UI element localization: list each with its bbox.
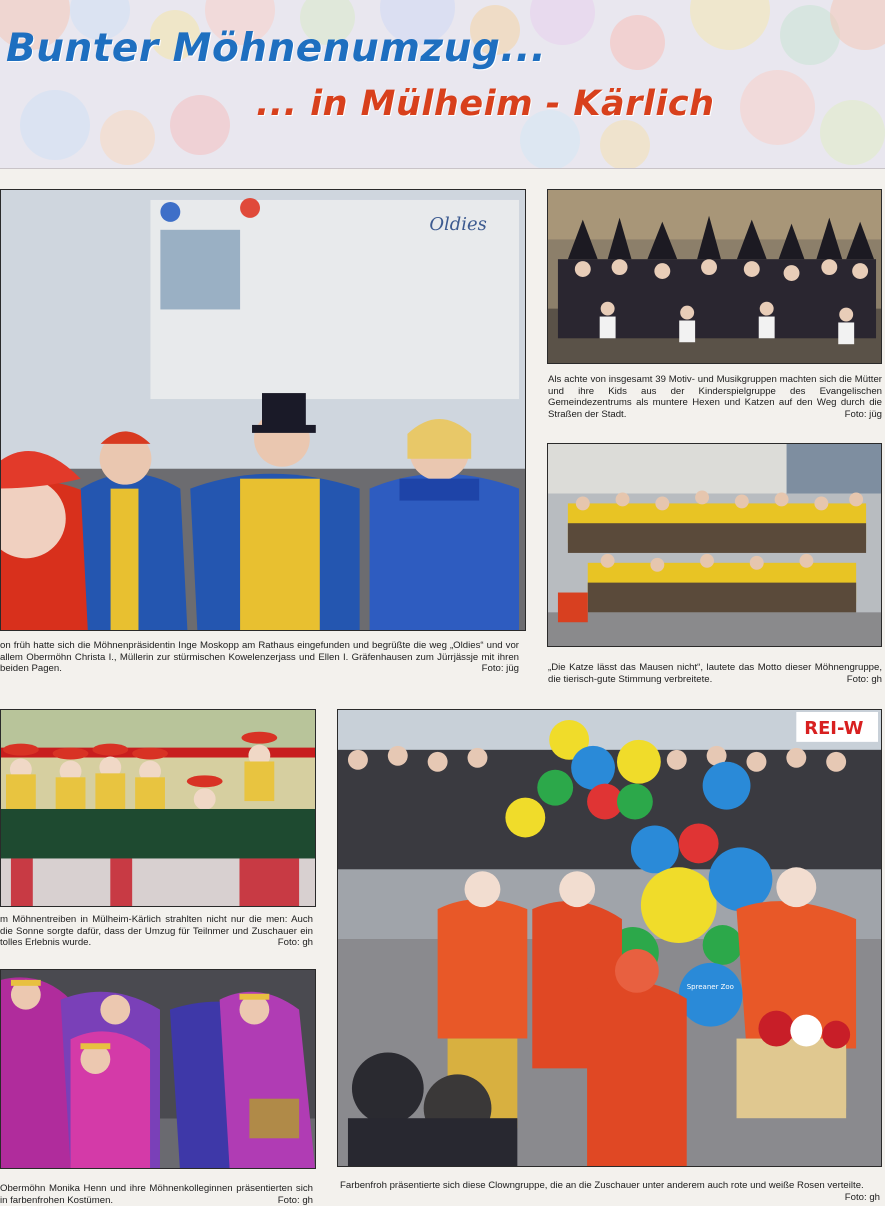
caption-main-text: on früh hatte sich die Möhnenpräsidentin Inge Moskopp am Rathaus eingefunden und begrüßte die weg „Oldies“ und vor allem Obermöhn Christa I., Müllerin zur stürmischen Kowelenzerjass und Ellen I. Gräfenhausen zum Jürrjässje mit ihren beiden Pagen. [0,640,519,675]
oldies-vehicle-text: Oldies [429,213,487,235]
caption-clowns-text: Farbenfroh präsentierte sich diese Clowngruppe, die an die Zuschauer unter anderem auch rote und weiße Rosen verteilte. [340,1180,864,1191]
caption-witches [548,374,882,420]
caption-cats [548,662,882,685]
header-banner [0,0,885,169]
photo-moehnen-praesidentin [0,189,526,631]
caption-obermoehn-text: Obermöhn Monika Henn und ihre Möhnenkolleginnen präsentierten sich in farbenfrohen Kostümen. [0,1183,313,1206]
photo-hexen-katzen [547,189,882,364]
shop-sign-text: REI-W [804,717,864,739]
headline-line-2: ... in Mülheim - Kärlich [256,84,715,124]
photo-katzen-gruppe [547,443,882,647]
caption-cats-text: „Die Katze lässt das Mausen nicht“, lautete das Motto dieser Möhnengruppe, die tierisch-gute Stimmung verbreitete. [548,662,882,685]
caption-witches-text: Als achte von insgesamt 39 Motiv- und Musikgruppen machten sich die Mütter und ihre Kids aus der Kinderspielgruppe des Evangelischen Gemeindezentrums als muntere Hexen und Katzen auf den Weg durch die Straßen der Stadt. [548,374,882,420]
caption-witches-credit: Foto: jüg [844,408,882,420]
caption-main-credit: Foto: jüg [481,663,519,675]
photo-clowngruppe [337,709,882,1167]
caption-obermoehn-credit: Foto: gh [277,1194,313,1206]
balloon-text: Spreaner Zoo [686,982,734,991]
caption-clowns [340,1180,880,1203]
caption-sun [0,914,313,949]
headline-line-1: Bunter Möhnenumzug... [6,26,547,71]
caption-sun-text: m Möhnentreiben in Mülheim-Kärlich strahlten nicht nur die men: Auch die Sonne sorgte dafür, dass der Umzug für Teilnmer und Zuschauer ein tolles Erlebnis wurde. [0,914,313,949]
caption-sun-credit: Foto: gh [277,937,313,949]
photo-obermoehn-monika-henn [0,969,316,1169]
caption-main [0,640,519,675]
photo-sonne-umzug [0,709,316,907]
caption-obermoehn [0,1183,313,1206]
caption-clowns-credit: Foto: gh [844,1191,880,1203]
caption-cats-credit: Foto: gh [846,673,882,685]
